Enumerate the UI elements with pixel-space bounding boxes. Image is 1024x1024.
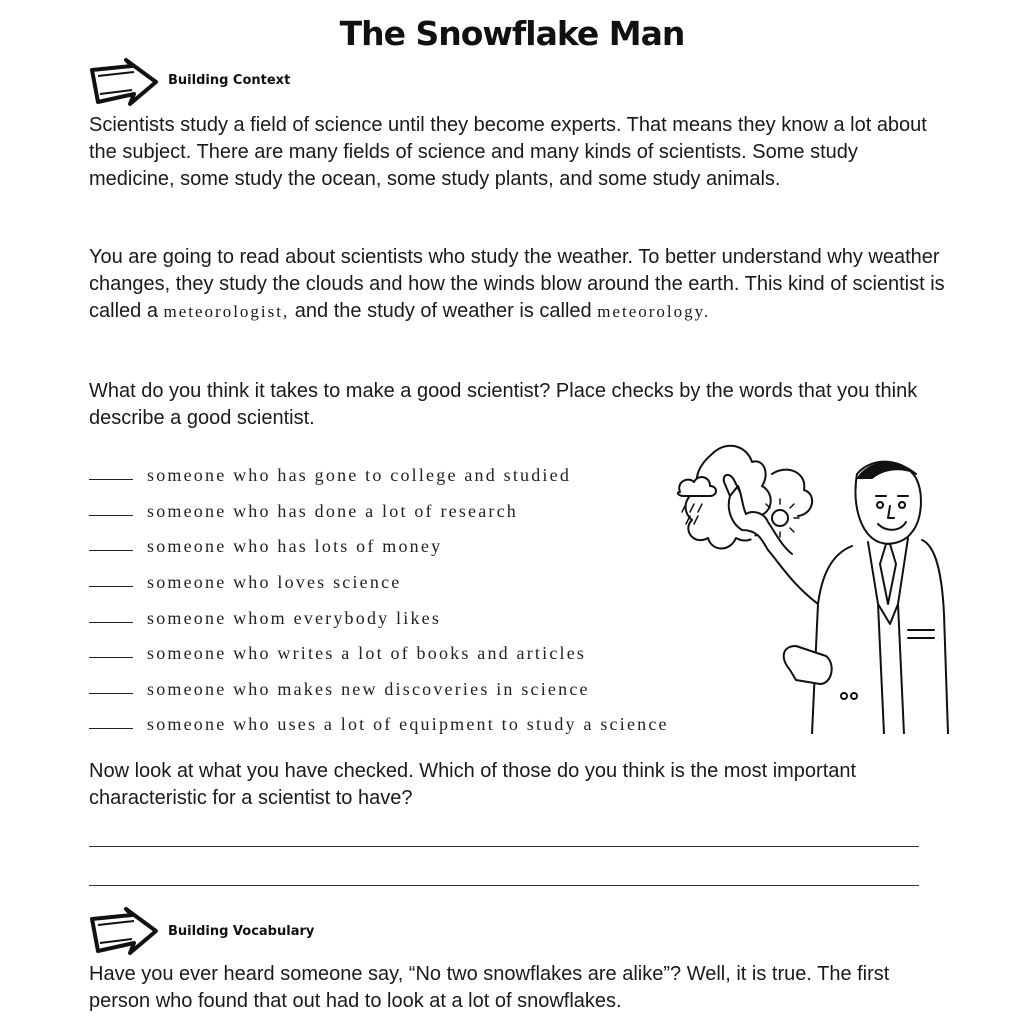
- answer-line[interactable]: [89, 885, 919, 886]
- checklist-item-text: someone who uses a lot of equipment to study a science: [147, 714, 669, 735]
- check-blank[interactable]: [89, 467, 133, 480]
- check-blank[interactable]: [89, 610, 133, 623]
- term-meteorology: meteorology.: [597, 302, 711, 321]
- checklist-item-text: someone who has gone to college and studied: [147, 465, 572, 486]
- check-blank[interactable]: [89, 503, 133, 516]
- paragraph-snowflakes: Have you ever heard someone say, “No two snowflakes are alike”? Well, it is true. The first person who found that out had to look at a lot of snowflakes.: [89, 963, 890, 1012]
- checklist-item-text: someone who has lots of money: [147, 536, 443, 557]
- tie: [880, 544, 896, 604]
- paragraph-intro: Scientists study a field of science until they become experts. That means they know a lot about the subject. There are many fields of science and many kinds of scientists. Some study medicine, some study the ocean, some study plants, and some study animals.: [89, 114, 927, 190]
- paragraph-meteorology-text-a: You are going to read about scientists who study the weather. To better understand why weather changes, they study the clouds and how the winds blow around the earth. This kind of scientist is called a: [89, 246, 945, 322]
- checklist-item-text: someone who has done a lot of research: [147, 500, 519, 521]
- paragraph-reflection: Now look at what you have checked. Which of those do you think is the most important characteristic for a scientist to have?: [89, 760, 857, 809]
- check-blank[interactable]: [89, 574, 133, 587]
- section-label-building-context: Building Context: [168, 73, 291, 88]
- answer-line[interactable]: [89, 846, 919, 847]
- checklist-item-text: someone who makes new discoveries in science: [147, 678, 590, 699]
- checklist-item-text: someone who writes a lot of books and articles: [147, 643, 587, 664]
- lower-hand: [784, 646, 832, 684]
- section-label-building-vocabulary: Building Vocabulary: [168, 924, 315, 939]
- sun-icon: [772, 510, 788, 526]
- paragraph-meteorology-text-b: and the study of weather is called: [289, 300, 598, 322]
- arrow-icon: [88, 58, 160, 108]
- check-blank[interactable]: [89, 538, 133, 551]
- checklist-item-text: someone who loves science: [147, 572, 402, 593]
- page-title: The Snowflake Man: [339, 14, 685, 53]
- check-blank[interactable]: [89, 681, 133, 694]
- building-context-header: [88, 58, 388, 108]
- meteorologist-illustration: [672, 434, 952, 734]
- term-meteorologist: meteorologist,: [163, 302, 290, 321]
- checklist-item-text: someone whom everybody likes: [147, 607, 442, 628]
- cloud-icon: [678, 477, 716, 496]
- pointing-hand: [729, 486, 818, 604]
- building-vocabulary-header: [88, 907, 418, 957]
- check-blank[interactable]: [89, 716, 133, 729]
- arrow-icon: [88, 907, 160, 957]
- paragraph-meteorology: [89, 244, 949, 325]
- paragraph-question: What do you think it takes to make a good scientist? Place checks by the words that you think describe a good scientist.: [89, 380, 918, 429]
- check-blank[interactable]: [89, 645, 133, 658]
